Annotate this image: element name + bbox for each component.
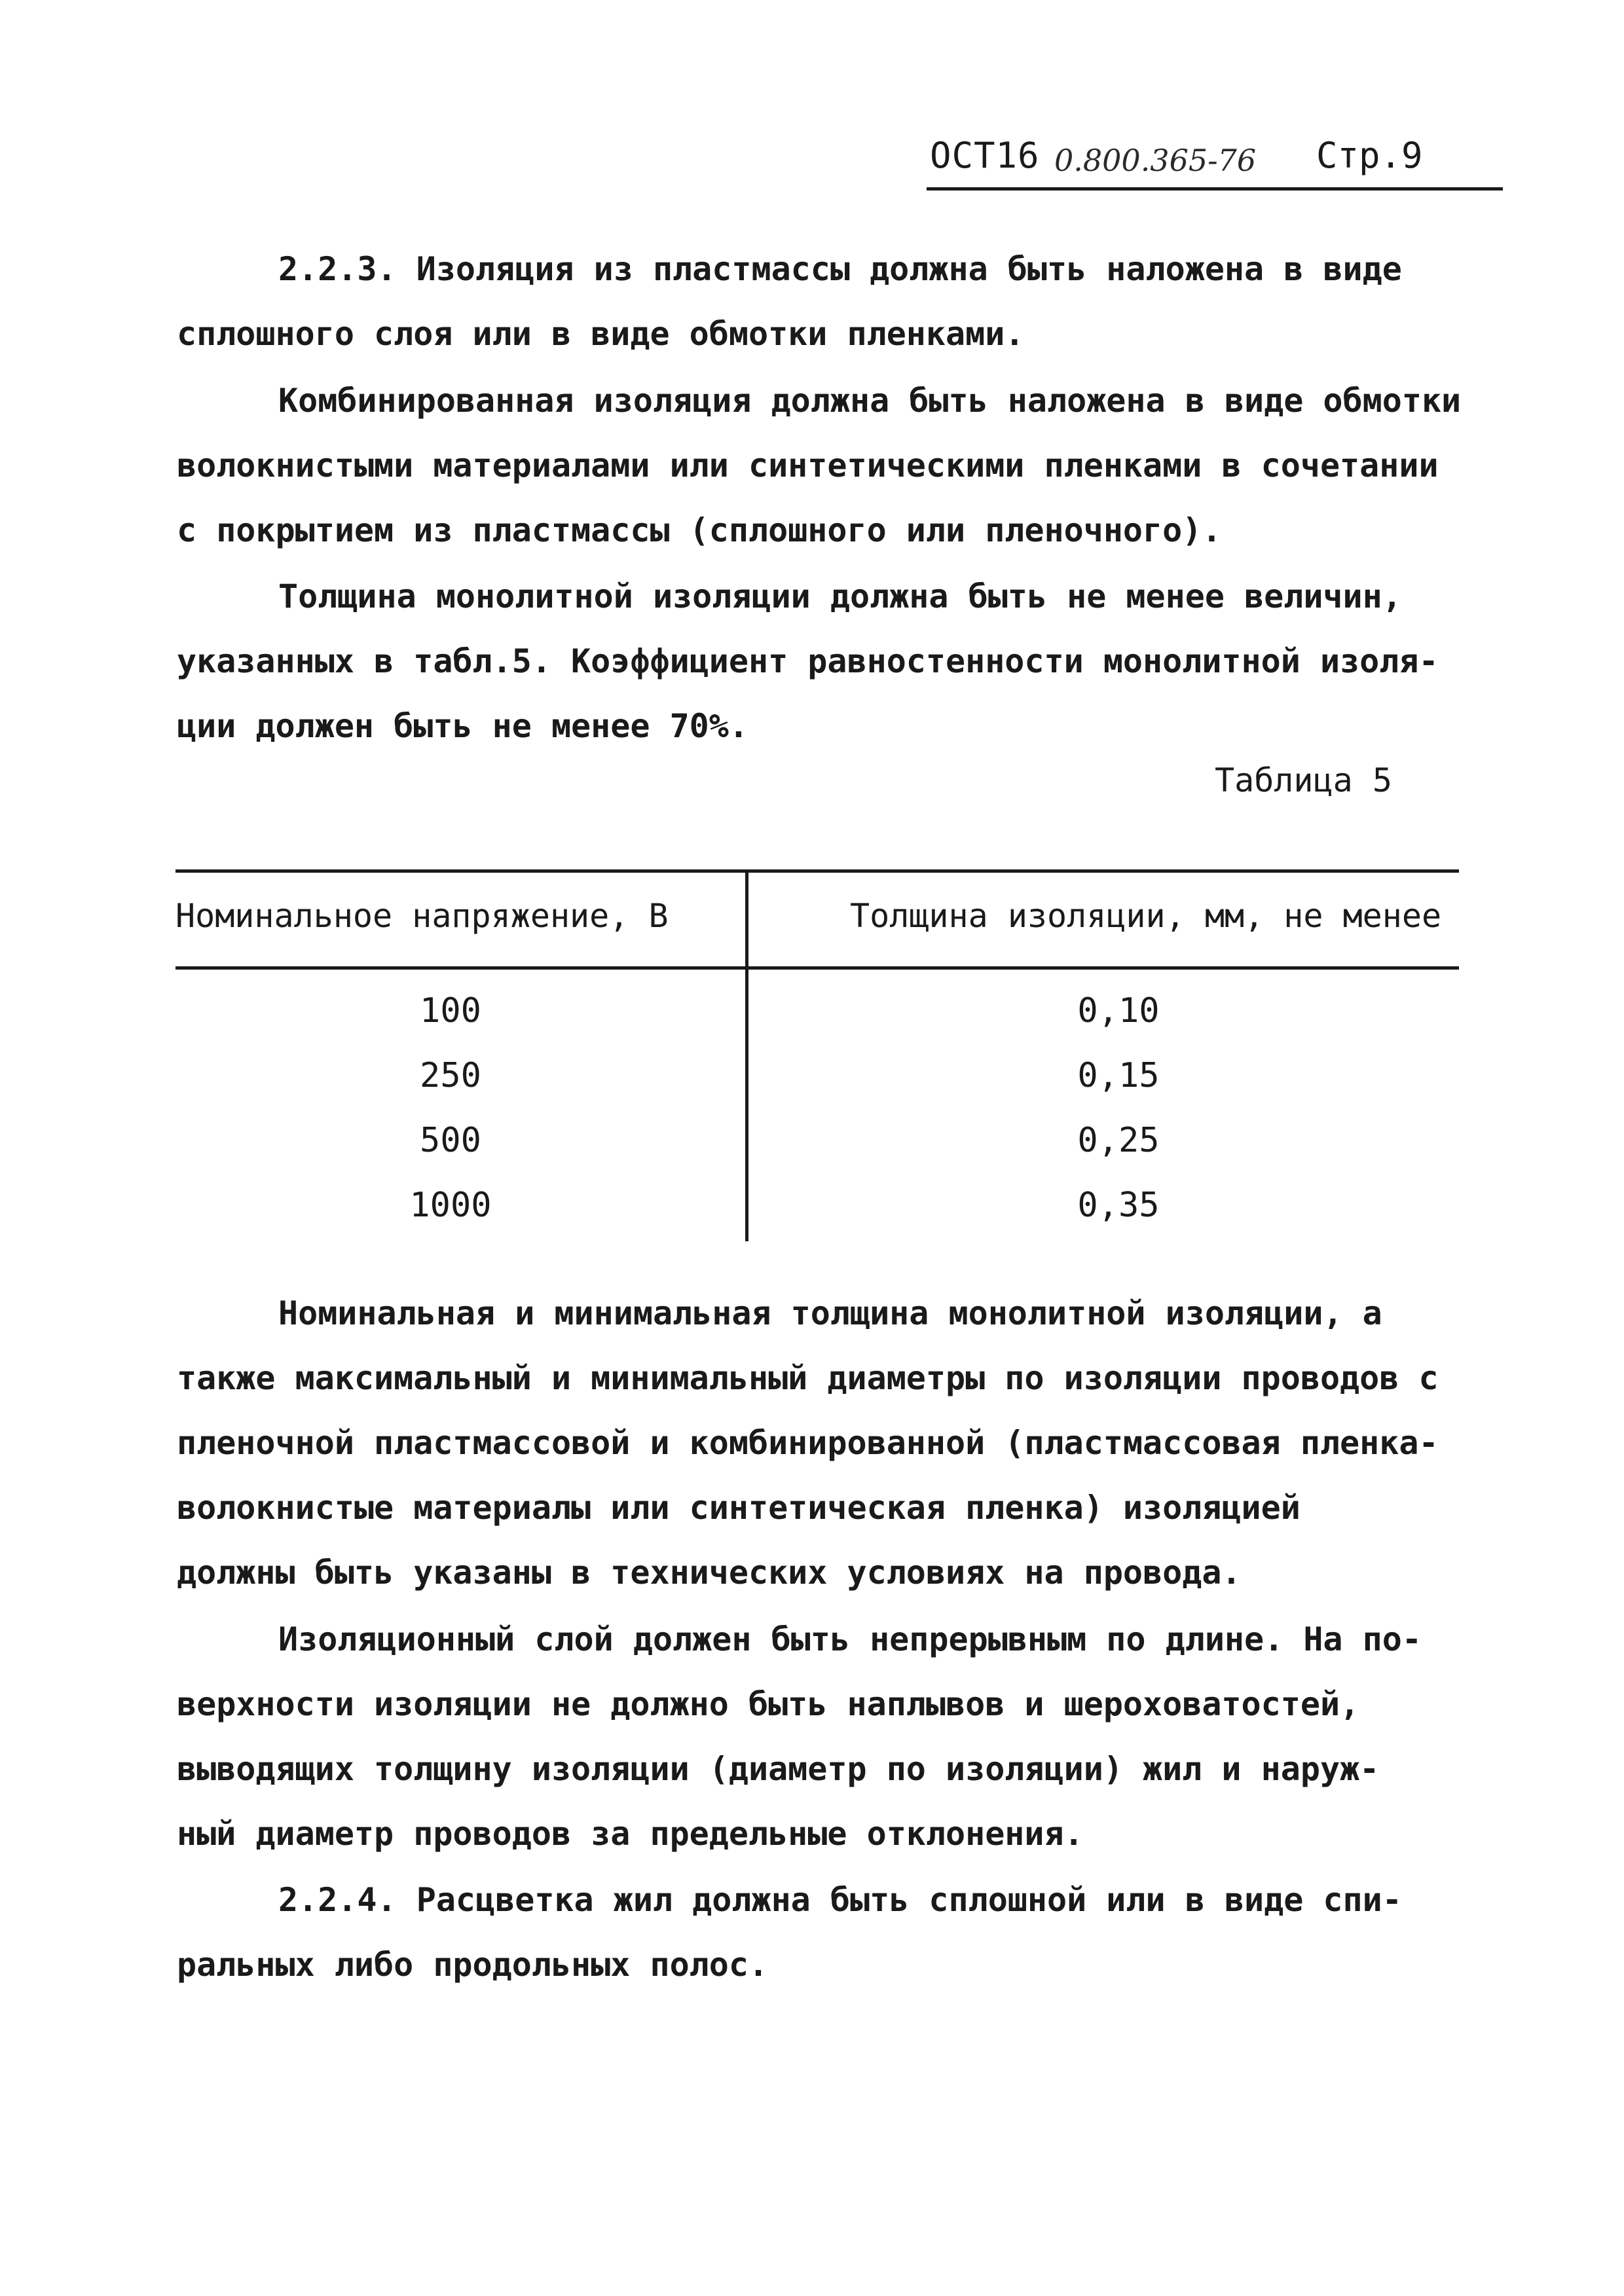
text-line: Комбинированная изоляция должна быть наложена в виде обмотки (278, 382, 1462, 420)
text-line: ции должен быть не менее 70%. (177, 707, 748, 745)
table-caption: Таблица 5 (1215, 761, 1392, 799)
text-line: волокнистые материалы или синтетическая пленка) изоляцией (177, 1489, 1301, 1527)
text-line: указанных в табл.5. Коэффициент равностенности монолитной изоля- (177, 642, 1439, 680)
table-cell-voltage: 1000 (409, 1186, 492, 1225)
column-header-voltage: Номинальное напряжение, В (175, 897, 669, 935)
text-line: 2.2.4. Расцветка жил должна быть сплошной или в виде спи- (278, 1881, 1402, 1919)
text-line: верхности изоляции не должно быть наплывов и шероховатостей, (177, 1685, 1360, 1723)
text-line: Номинальная и минимальная толщина монолитной изоляции, а (278, 1294, 1382, 1332)
table-5 (175, 869, 1459, 1236)
table-cell-voltage: 100 (420, 991, 481, 1030)
text-line: должны быть указаны в технических условиях на провода. (177, 1554, 1242, 1592)
table-cell-thickness: 0,35 (1077, 1186, 1160, 1225)
text-line: сплошного слоя или в виде обмотки пленками. (177, 315, 1025, 353)
table-cell-thickness: 0,15 (1077, 1056, 1160, 1095)
handwritten-document-number: 0.800.365-76 (1054, 143, 1257, 178)
text-line: также максимальный и минимальный диаметры по изоляции проводов с (177, 1359, 1439, 1397)
table-cell-voltage: 500 (420, 1121, 481, 1160)
text-line: ный диаметр проводов за предельные отклонения. (177, 1815, 1084, 1853)
paragraph-insulation-layer (177, 1607, 1506, 1867)
text-line: Толщина монолитной изоляции должна быть не менее величин, (278, 577, 1402, 615)
page-header (930, 128, 1493, 194)
table-cell-thickness: 0,10 (1077, 991, 1160, 1030)
text-line: пленочной пластмассовой и комбинированной (пластмассовая пленка- (177, 1424, 1439, 1462)
text-line: выводящих толщину изоляции (диаметр по изоляции) жил и наруж- (177, 1750, 1380, 1788)
text-line: волокнистыми материалами или синтетическими пленками в сочетании (177, 446, 1439, 484)
text-line: Изоляционный слой должен быть непрерывным по длине. На по- (278, 1620, 1422, 1658)
section-2-2-4 (177, 1868, 1506, 1997)
table-top-rule (175, 869, 1459, 873)
standard-code: ОСТ16 (930, 135, 1040, 176)
table-column-divider (745, 869, 748, 1241)
header-divider (927, 187, 1503, 191)
column-header-thickness: Толщина изоляции, мм, не менее (850, 897, 1442, 935)
text-line: 2.2.3. Изоляция из пластмассы должна быть наложена в виде (278, 250, 1402, 288)
table-header-rule (175, 966, 1459, 970)
table-cell-thickness: 0,25 (1077, 1121, 1160, 1160)
paragraph-thickness (177, 564, 1506, 759)
text-line: ральных либо продольных полос. (177, 1946, 769, 1984)
page-number: Стр.9 (1316, 135, 1423, 176)
text-line: с покрытием из пластмассы (сплошного или пленочного). (177, 511, 1222, 549)
table-cell-voltage: 250 (420, 1056, 481, 1095)
section-2-2-3 (177, 237, 1506, 367)
paragraph-nominal-thickness (177, 1281, 1506, 1605)
paragraph-combined-insulation (177, 369, 1506, 563)
